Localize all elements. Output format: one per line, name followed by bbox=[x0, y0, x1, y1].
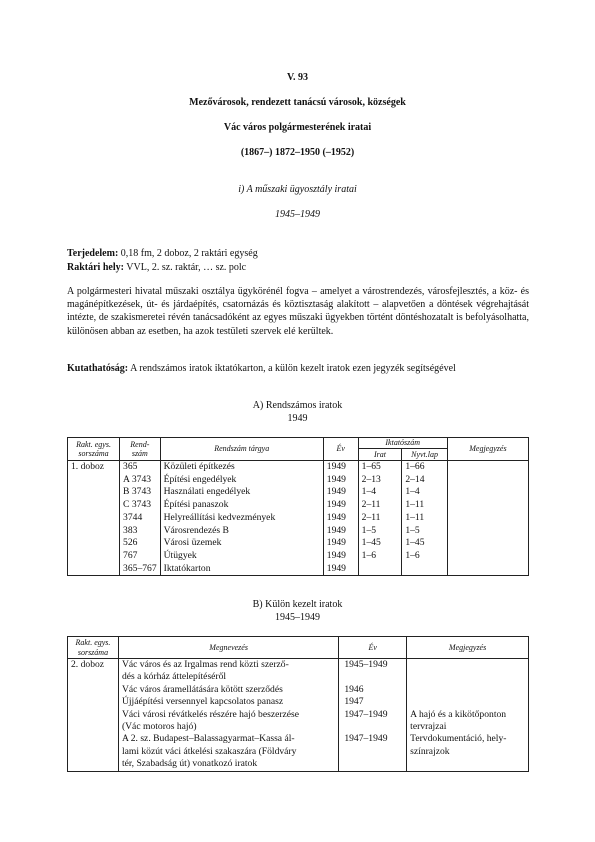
table-cell: 1947 bbox=[344, 696, 364, 708]
unit-label: 1. doboz bbox=[71, 461, 105, 472]
table-cell: Építési panaszok bbox=[163, 499, 229, 511]
table-cell: 1–45 bbox=[405, 537, 425, 549]
table-cell: 2–13 bbox=[361, 473, 381, 485]
table-cell: 1–6 bbox=[405, 549, 420, 561]
table-cell: 1949 bbox=[326, 562, 346, 574]
table-a-year: 1949 bbox=[287, 413, 308, 424]
table-cell: B 3743 bbox=[123, 486, 152, 498]
table-cell: 1–4 bbox=[361, 486, 377, 498]
year-cell bbox=[339, 659, 407, 772]
table-cell: 1949 bbox=[326, 461, 346, 472]
table-cell: Tervdokumentáció, hely- bbox=[410, 733, 507, 745]
col-header-year: Év bbox=[323, 438, 358, 461]
table-cell: 1–6 bbox=[361, 549, 377, 561]
col-header-note: Megjegyzés bbox=[447, 438, 528, 461]
note-cell bbox=[407, 659, 529, 772]
list-item: tér, Szabadság út) vonatkozó iratok bbox=[121, 758, 258, 770]
col-header-regnum: Rend-szám bbox=[120, 438, 161, 461]
table-cell: C 3743 bbox=[123, 499, 152, 511]
extent-label: Terjedelem: bbox=[67, 248, 119, 259]
col-header-iktatoszam: Iktatószám bbox=[358, 438, 447, 449]
table-cell: Útügyek bbox=[163, 549, 197, 561]
col-header-subject: Rendszám tárgya bbox=[160, 438, 323, 461]
table-cell: 1949 bbox=[326, 486, 346, 498]
list-item: Vác város áramellátására kötött szerződés bbox=[121, 683, 283, 695]
description-paragraph: A polgármesteri hivatal műszaki osztálya ügykörénél fogva – amelyet a várostrendezés, városfejlesztés, a köz- és magánépítkezések, út- és járdaépítés, csatornázás és köztisztaság alakított – alapvetően a döntések végrehajtását intézte, de szakismeretei révén tanácsadóként az egyes műszaki ügyekben történt döntéshozatalt is befolyásolhatta, különösen abban az esetben, ha azok testületi szervek elé kerültek. bbox=[67, 286, 529, 337]
table-cell: 1–4 bbox=[405, 486, 420, 498]
table-cell bbox=[410, 659, 525, 671]
table-b-title: B) Külön kezelt iratok bbox=[252, 599, 343, 610]
table-cell: Építési engedélyek bbox=[163, 473, 237, 485]
list-item: Vác város és az Irgalmas rend közti szerző- bbox=[121, 659, 289, 670]
table-cell bbox=[410, 671, 525, 683]
table-cell bbox=[344, 671, 403, 683]
year-cell bbox=[323, 461, 358, 576]
col-header-nyvtlap: Nyvt.lap bbox=[402, 449, 447, 461]
table-cell: 2–14 bbox=[405, 473, 425, 485]
list-item: Váci városi révátkelés részére hajó beszerzése bbox=[121, 708, 300, 720]
extent-line bbox=[67, 247, 529, 260]
col-header-note: Megjegyzés bbox=[407, 637, 529, 659]
table-cell: 1949 bbox=[326, 499, 346, 511]
table-cell: 1–45 bbox=[361, 537, 381, 549]
unit-label: 2. doboz bbox=[71, 659, 105, 670]
col-header-unit: Rakt. egys. sorszáma bbox=[68, 637, 119, 659]
table-cell: 767 bbox=[123, 549, 138, 561]
subfond-dates: 1945–1949 bbox=[275, 209, 320, 220]
table-cell: 1–65 bbox=[361, 461, 381, 472]
fond-dates: (1867–) 1872–1950 (–1952) bbox=[240, 147, 355, 158]
table-cell: A 3743 bbox=[123, 473, 152, 485]
table-cell: 1949 bbox=[326, 511, 346, 523]
table-cell: 1949 bbox=[326, 549, 346, 561]
table-cell: 1949 bbox=[326, 473, 346, 485]
table-cell: Közületi építkezés bbox=[163, 461, 235, 472]
table-cell: 383 bbox=[123, 524, 138, 536]
table-cell: 1946 bbox=[344, 683, 364, 695]
table-cell: 1–5 bbox=[405, 524, 420, 536]
table-a-title: A) Rendszámos iratok bbox=[252, 400, 343, 411]
table-cell: tervrajzai bbox=[410, 721, 447, 733]
extent-value: 0,18 fm, 2 doboz, 2 raktári egység bbox=[118, 248, 258, 259]
access-value: A rendszámos iratok iktatókarton, a külön kezelt iratok ezen jegyzék segítségével bbox=[128, 363, 456, 374]
table-cell: 365 bbox=[123, 461, 138, 472]
table-cell: Helyreállítási kedvezmények bbox=[163, 511, 276, 523]
unit-cell bbox=[68, 461, 120, 576]
table-cell: 2–11 bbox=[361, 511, 381, 523]
fond-code: V. 93 bbox=[287, 72, 308, 83]
name-cell bbox=[118, 659, 338, 772]
table-cell: Iktatókarton bbox=[163, 562, 211, 574]
subject-cell bbox=[160, 461, 323, 576]
col-header-unit: Rakt. egys. sorszáma bbox=[68, 438, 120, 461]
table-cell: 1–11 bbox=[405, 499, 425, 511]
table-b-year: 1945–1949 bbox=[275, 612, 320, 623]
table-cell: 1947–1949 bbox=[344, 733, 388, 745]
table-cell bbox=[410, 696, 525, 708]
table-cell: 1949 bbox=[326, 524, 346, 536]
table-cell bbox=[410, 684, 525, 696]
table-cell: Használati engedélyek bbox=[163, 486, 251, 498]
table-cell: 1947–1949 bbox=[344, 708, 388, 720]
table-cell: 526 bbox=[123, 537, 138, 549]
table-cell: 1945–1949 bbox=[344, 659, 388, 670]
table-cell: 1–66 bbox=[405, 461, 425, 472]
table-cell: A hajó és a kikötőponton bbox=[410, 708, 507, 720]
col-header-year: Év bbox=[339, 637, 407, 659]
table-cell: Városi üzemek bbox=[163, 537, 222, 549]
table-cell: 1–11 bbox=[405, 511, 425, 523]
list-item: A 2. sz. Budapest–Balassagyarmat–Kassa ál- bbox=[121, 733, 295, 745]
location-line bbox=[67, 261, 529, 274]
access-label: Kutathatóság: bbox=[67, 363, 129, 374]
table-cell: 1–5 bbox=[361, 524, 377, 536]
unit-cell bbox=[68, 659, 119, 772]
list-item: lami közút váci átkelési szakaszára (Földváry bbox=[121, 745, 297, 757]
irat-cell bbox=[358, 461, 402, 576]
table-cell bbox=[344, 721, 403, 733]
subfond-title: i) A műszaki ügyosztály iratai bbox=[238, 184, 357, 195]
regnum-cell bbox=[120, 461, 161, 576]
category-title: Mezővárosok, rendezett tanácsú városok, községek bbox=[189, 97, 406, 108]
location-value: VVL, 2. sz. raktár, … sz. polc bbox=[123, 262, 247, 273]
table-b bbox=[67, 636, 529, 772]
table-cell: 3744 bbox=[123, 511, 143, 523]
col-header-name: Megnevezés bbox=[118, 637, 338, 659]
table-cell: 365–767 bbox=[123, 562, 157, 574]
table-cell: színrajzok bbox=[410, 745, 450, 757]
col-header-irat: Irat bbox=[358, 449, 402, 461]
fond-title: Vác város polgármesterének iratai bbox=[223, 122, 372, 133]
note-cell bbox=[447, 461, 528, 576]
table-cell: 2–11 bbox=[361, 499, 381, 511]
table-cell: 1949 bbox=[326, 537, 346, 549]
table-a bbox=[67, 437, 529, 576]
nyvt-cell bbox=[402, 461, 447, 576]
list-item: dés a kórház áttelepítéséről bbox=[121, 671, 227, 683]
location-label: Raktári hely: bbox=[67, 262, 124, 273]
list-item: Újjáépítési versennyel kapcsolatos panasz bbox=[121, 696, 284, 708]
access-line bbox=[67, 362, 529, 375]
list-item: (Vác motoros hajó) bbox=[121, 721, 197, 733]
table-cell: Városrendezés B bbox=[163, 524, 229, 536]
